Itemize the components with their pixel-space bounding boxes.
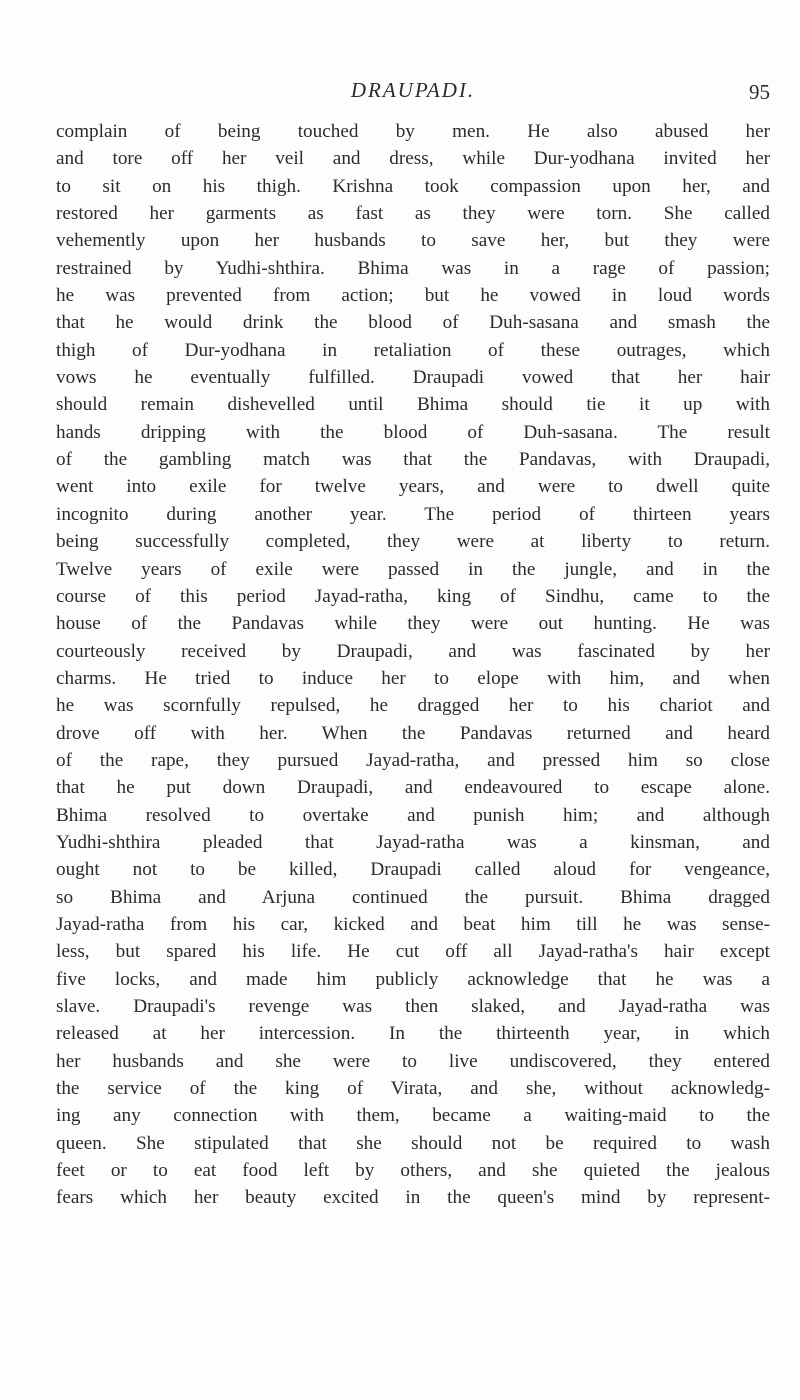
text-line: that he would drink the blood of Duh-sasana and smash the	[56, 312, 770, 334]
text-line: of the gambling match was that the Pandavas, with Draupadi,	[56, 449, 770, 471]
text-line: being successfully completed, they were at liberty to return.	[56, 531, 770, 553]
text-line: released at her intercession. In the thirteenth year, in which	[56, 1023, 770, 1045]
page-number: 95	[749, 80, 770, 104]
text-line: hands dripping with the blood of Duh-sasana. The result	[56, 421, 770, 443]
text-line: charms. He tried to induce her to elope with him, and when	[56, 667, 770, 689]
text-line: the service of the king of Virata, and she, without acknowledg-	[56, 1078, 770, 1100]
text-line: courteously received by Draupadi, and was fascinated by her	[56, 640, 770, 662]
text-line: her husbands and she were to live undiscovered, they entered	[56, 1050, 770, 1072]
text-line: Twelve years of exile were passed in the jungle, and in the	[56, 558, 770, 580]
text-line: restored her garments as fast as they were torn. She called	[56, 203, 770, 225]
text-line: course of this period Jayad-ratha, king of Sindhu, came to the	[56, 585, 770, 607]
text-line: less, but spared his life. He cut off all Jayad-ratha's hair except	[56, 941, 770, 963]
text-line: restrained by Yudhi-shthira. Bhima was in a rage of passion;	[56, 257, 770, 279]
text-line: should remain dishevelled until Bhima should tie it up with	[56, 394, 770, 416]
text-line: Bhima resolved to overtake and punish him; and although	[56, 804, 770, 826]
text-line: of the rape, they pursued Jayad-ratha, and pressed him so close	[56, 749, 770, 771]
text-line: fears which her beauty excited in the queen's mind by represent-	[56, 1187, 770, 1209]
text-line: thigh of Dur-yodhana in retaliation of these outrages, which	[56, 339, 770, 361]
text-line: Yudhi-shthira pleaded that Jayad-ratha was a kinsman, and	[56, 831, 770, 853]
text-line: he was prevented from action; but he vowed in loud words	[56, 285, 770, 307]
running-head	[56, 78, 770, 110]
text-line: vows he eventually fulfilled. Draupadi vowed that her hair	[56, 367, 770, 389]
text-line: drove off with her. When the Pandavas returned and heard	[56, 722, 770, 744]
text-line: to sit on his thigh. Krishna took compassion upon her, and	[56, 175, 770, 197]
text-line: and tore off her veil and dress, while Dur-yodhana invited her	[56, 148, 770, 170]
text-line: ing any connection with them, became a waiting-maid to the	[56, 1105, 770, 1127]
text-line: ought not to be killed, Draupadi called aloud for vengeance,	[56, 859, 770, 881]
text-line: incognito during another year. The period of thirteen years	[56, 503, 770, 525]
text-line: complain of being touched by men. He also abused her	[56, 121, 770, 142]
body-text	[56, 118, 770, 1212]
text-line: he was scornfully repulsed, he dragged her to his chariot and	[56, 695, 770, 717]
text-line: slave. Draupadi's revenge was then slaked, and Jayad-ratha was	[56, 996, 770, 1017]
text-line: Jayad-ratha from his car, kicked and beat him till he was sense-	[56, 913, 770, 935]
text-line: so Bhima and Arjuna continued the pursuit. Bhima dragged	[56, 886, 770, 908]
text-line: that he put down Draupadi, and endeavoured to escape alone.	[56, 777, 770, 799]
text-line: went into exile for twelve years, and were to dwell quite	[56, 476, 770, 498]
running-title: DRAUPADI.	[350, 78, 476, 102]
text-line: vehemently upon her husbands to save her, but they were	[56, 230, 770, 252]
text-line: five locks, and made him publicly acknowledge that he was a	[56, 968, 770, 990]
text-line: queen. She stipulated that she should not be required to wash	[56, 1132, 770, 1154]
text-line: feet or to eat food left by others, and she quieted the jealous	[56, 1160, 770, 1182]
text-line: house of the Pandavas while they were out hunting. He was	[56, 613, 770, 635]
